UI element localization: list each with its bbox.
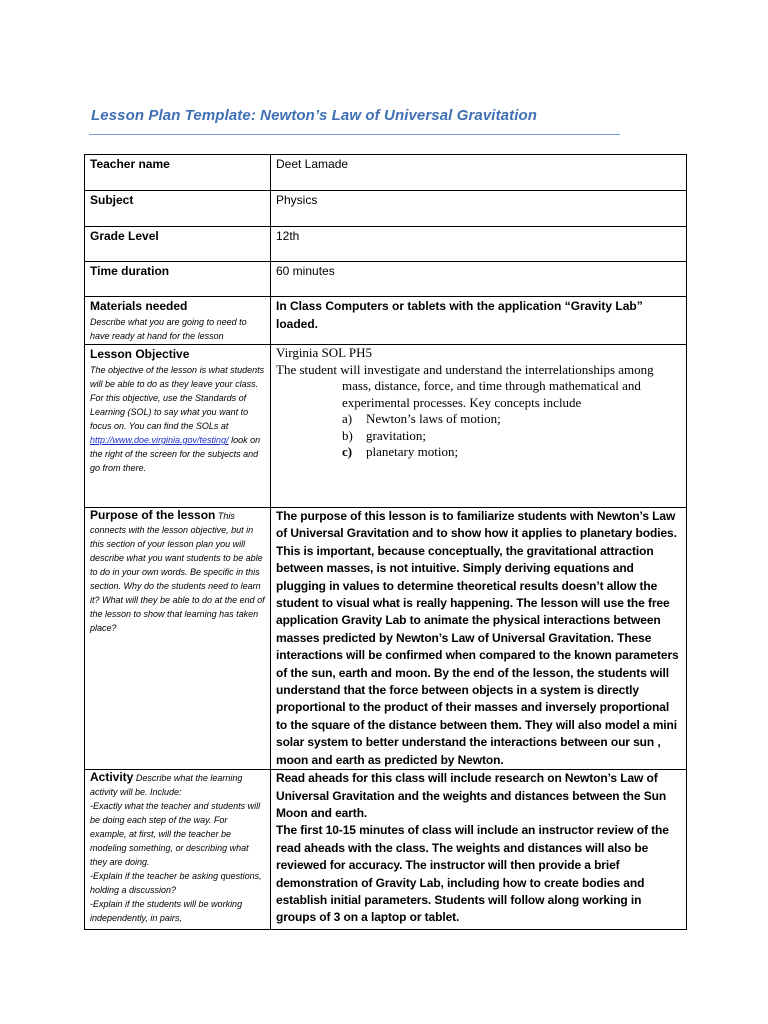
sol-line-3: experimental processes. Key concepts include: [342, 394, 582, 410]
key-concepts-list: [276, 411, 682, 461]
grade-level-value: 12th: [276, 229, 300, 243]
table-row-purpose: [85, 508, 687, 770]
activity-label: Activity: [90, 770, 134, 785]
title-underline: [89, 134, 620, 135]
grade-level-label: Grade Level: [90, 229, 159, 243]
materials-label: Materials needed: [90, 299, 188, 313]
sol-link[interactable]: http://www.doe.virginia.gov/testing/: [90, 435, 229, 445]
list-item: a) Newton’s laws of motion;: [342, 411, 501, 426]
table-row-grade: [85, 227, 687, 262]
purpose-label: Purpose of the lesson: [90, 508, 216, 522]
sol-title: Virginia SOL PH5: [276, 345, 373, 360]
objective-description-text: The objective of the lesson is what students will be able to do as they leave your class. For this objective, use the Standards of Learning (SOL) to say what you want to focus on. You can find the SOLs at: [90, 365, 265, 431]
list-item: b) gravitation;: [342, 427, 426, 443]
materials-description: Describe what you are going to need to have ready at hand for the lesson: [90, 317, 247, 341]
table-row-materials: [85, 297, 687, 345]
table-row-objective: [85, 345, 687, 508]
table-row-subject: [85, 191, 687, 227]
objective-description-tail: look on the right of the screen for the subjects and go from there.: [90, 435, 261, 473]
table-row-activity: [85, 770, 687, 930]
teacher-name-value: Deet Lamade: [276, 157, 349, 171]
time-duration-value: 60 minutes: [276, 264, 335, 278]
time-duration-label: Time duration: [90, 264, 170, 278]
table-row-teacher: [85, 155, 687, 191]
teacher-name-label: Teacher name: [90, 157, 170, 171]
sol-line-2: mass, distance, force, and time through mathematical and: [342, 378, 641, 393]
lesson-plan-table: [84, 154, 687, 930]
activity-desc-line-3: -Explain if the students will be working independently, in pairs,: [90, 899, 243, 924]
activity-desc-line-1: -Exactly what the teacher and students will be doing each step of the way. For example, at first, will the teacher be modeling something, or describing what they are doing.: [90, 801, 261, 868]
materials-value: In Class Computers or tablets with the application “Gravity Lab” loaded.: [276, 299, 643, 331]
objective-description: [90, 363, 266, 475]
subject-label: Subject: [90, 193, 134, 207]
purpose-value: The purpose of this lesson is to familiarize students with Newton’s Law of Universal Gravitation and to show how it applies to planetary bodies. This is important, because conceptually, the gravitational attraction between masses, is not intuitive. Simply deriving equations and plugging in values to determine theoretical results doesn’t allow the student to visual what is really happening. The lesson will use the free application Gravity Lab to animate the physical interactions between masses predicted by Newton’s Law of Universal Gravitation. These interactions will be confirmed when compared to the known parameters of the sun, earth and moon. By the end of the lesson, the students will understand that the force between objects in a system is directly proportional to the product of their masses and inversely proportional to the square of the distance between them. They will also model a mini solar system to better understand the interactions between our sun , moon and earth as predicted by Newton.: [276, 509, 679, 767]
activity-value-1: Read aheads for this class will include research on Newton’s Law of Universal Gravitation and the weights and distances between the Sun Moon and earth.: [276, 771, 667, 820]
activity-desc-line-2: -Explain if the teacher be asking questions, holding a discussion?: [90, 871, 262, 896]
sol-line-1: The student will investigate and understand the interrelationships among: [276, 361, 654, 377]
purpose-description-block: [90, 508, 266, 635]
table-row-time: [85, 262, 687, 297]
activity-description: Describe what the learning activity will be. Include:: [90, 773, 243, 798]
activity-description-block: [90, 770, 266, 925]
activity-value-2: The first 10-15 minutes of class will include an instructor review of the read aheads with the class. The weights and distances will also be reviewed for accuracy. The instructor will then provide a brief demonstration of Gravity Lab, including how to create bodies and establish initial parameters. Students will follow along working in groups of 3 on a laptop or tablet.: [276, 823, 669, 925]
page-title: Lesson Plan Template: Newton’s Law of Universal Gravitation: [91, 107, 538, 124]
objective-label: Lesson Objective: [90, 347, 190, 361]
subject-value: Physics: [276, 193, 318, 207]
purpose-description: This connects with the lesson objective, but in this section of your lesson plan you will describe what you want students to be able to do in your own words. Be specific in this section. Why do the students need to learn it? What will they be able to do at the end of the lesson to show that learning has taken place?: [90, 511, 265, 633]
list-item: c) planetary motion;: [342, 444, 459, 459]
